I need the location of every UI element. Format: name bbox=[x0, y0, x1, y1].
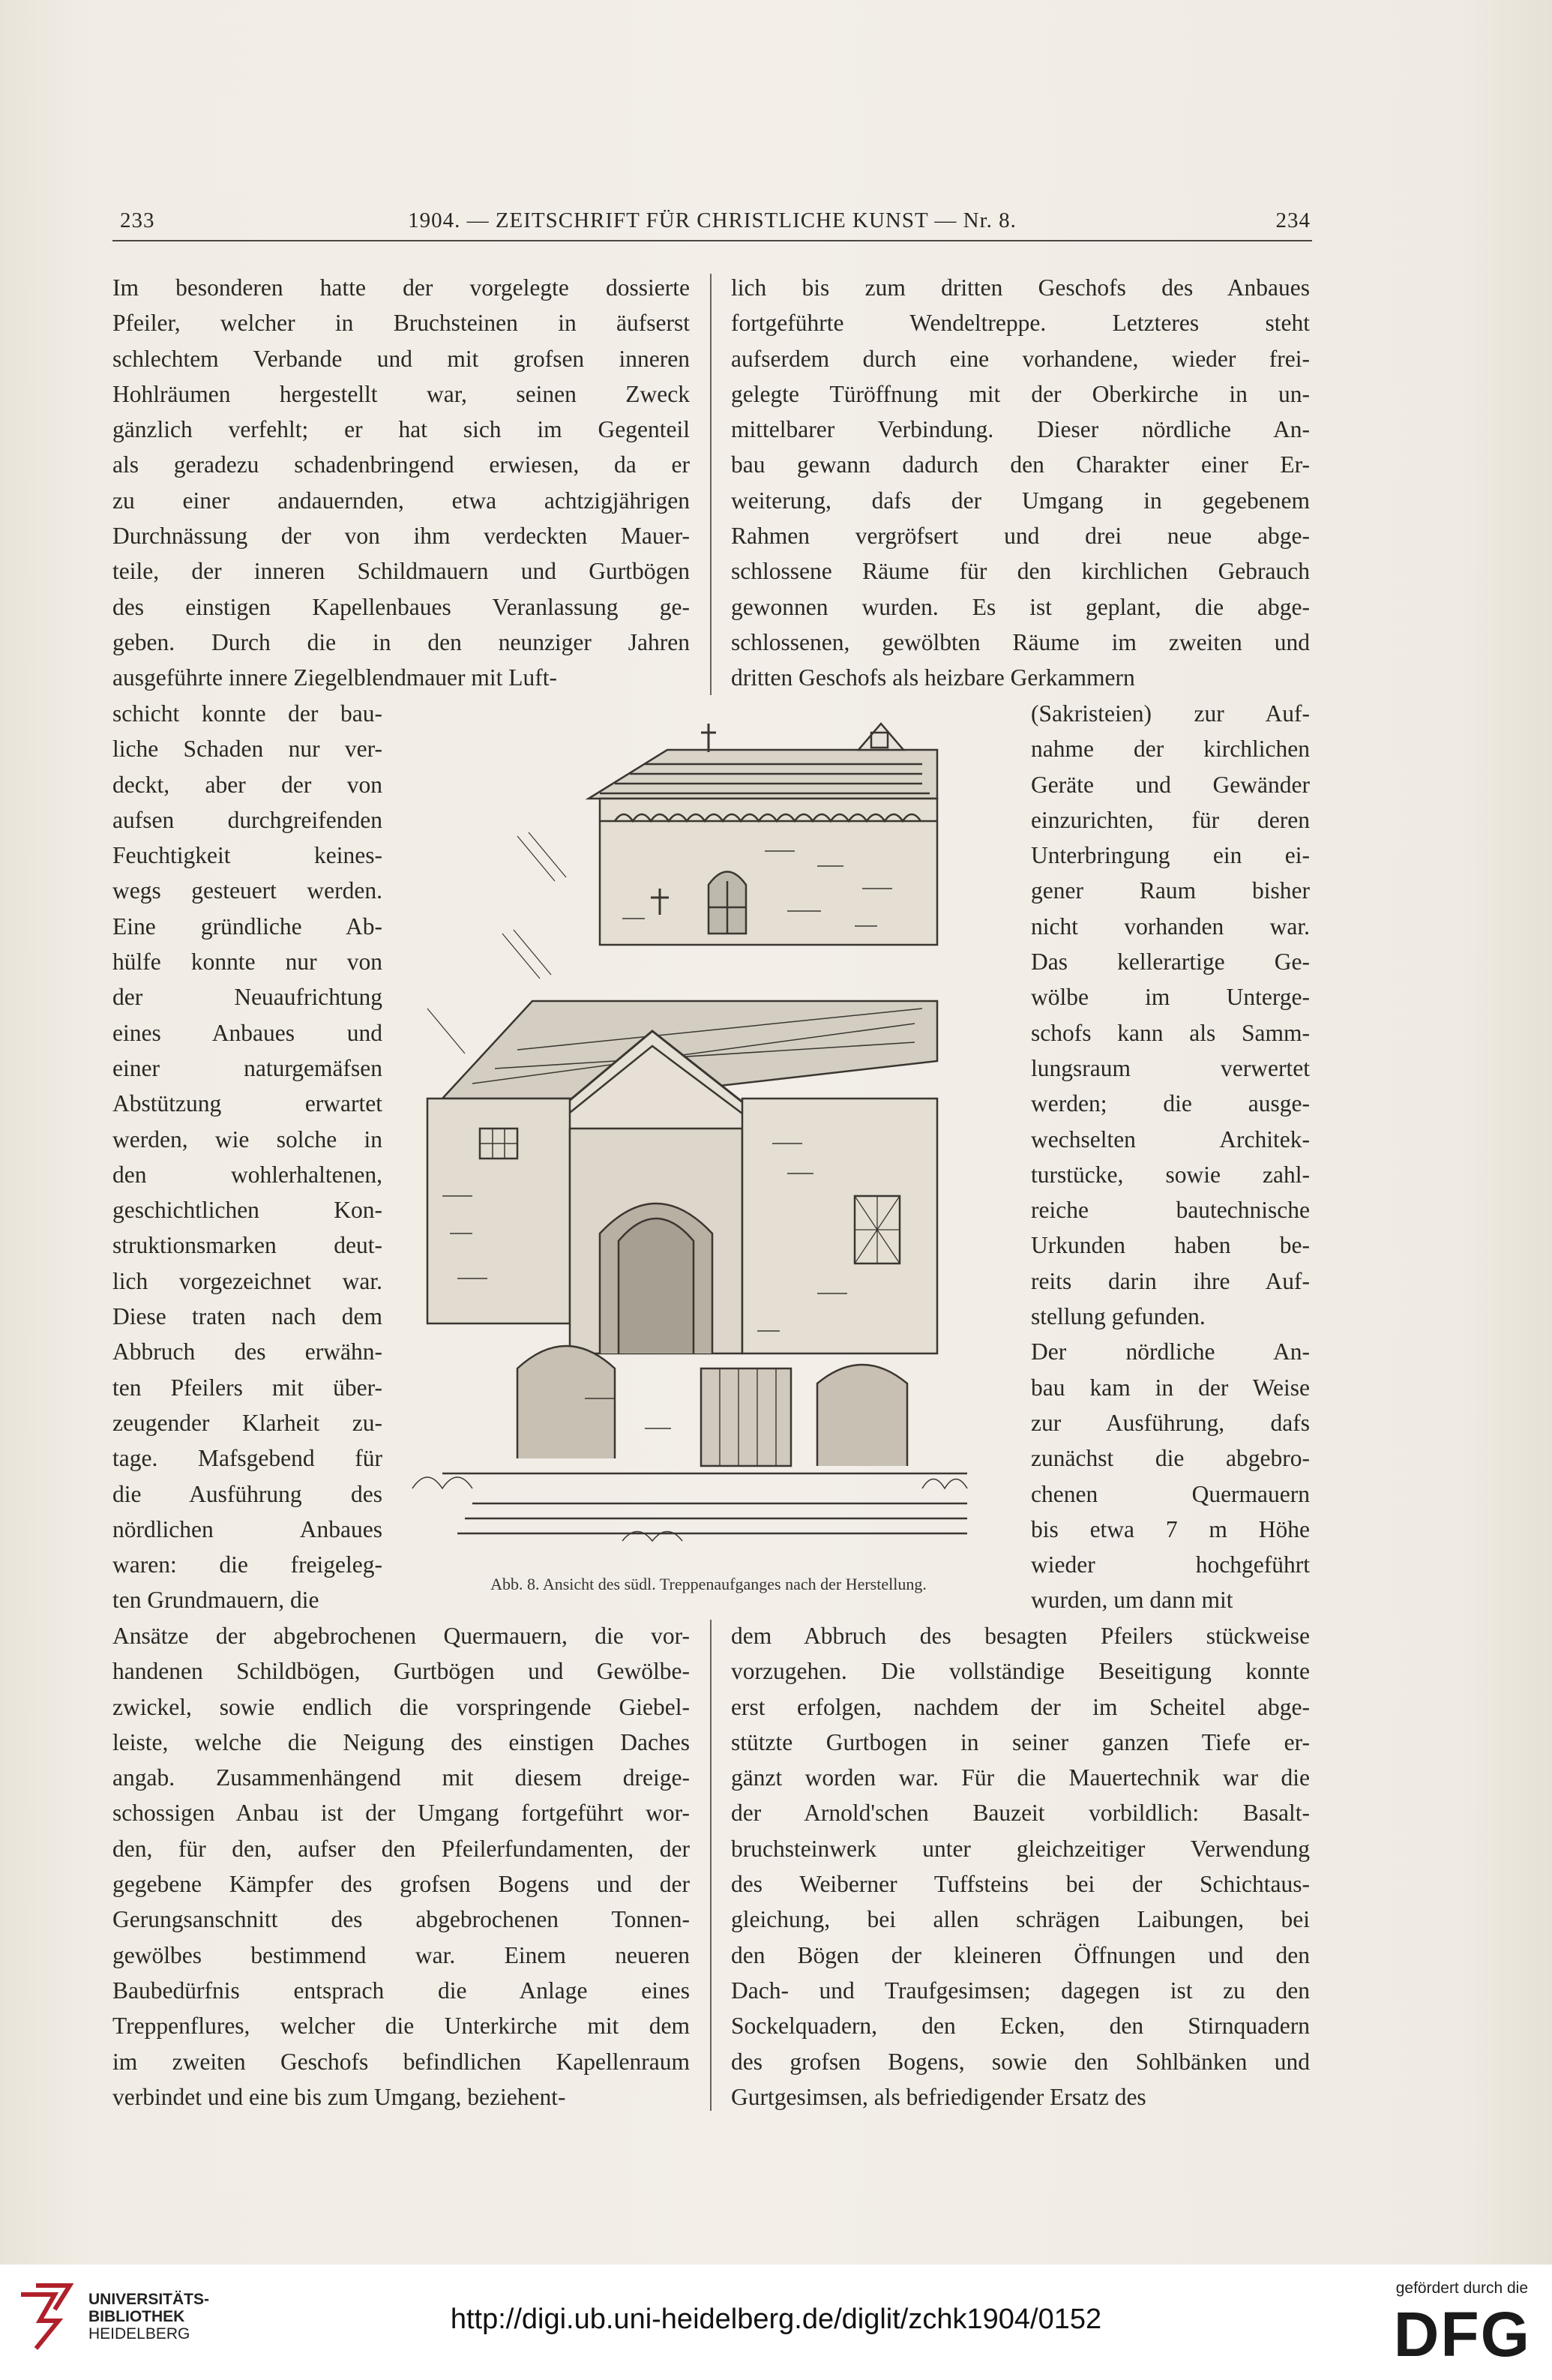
text-line: Diese traten nach dem bbox=[112, 1303, 382, 1330]
text-line: schlechtem Verbande und mit grofsen inneren bbox=[112, 345, 690, 372]
text-line: werden; die ausge- bbox=[1031, 1090, 1310, 1117]
text-line: Das kellerartige Ge- bbox=[1031, 949, 1310, 976]
page-number-right: 234 bbox=[1275, 208, 1311, 232]
text-line: gener Raum bisher bbox=[1031, 877, 1310, 904]
text-line: lich bis zum dritten Geschofs des Anbaues bbox=[731, 274, 1310, 301]
text-line: Dach- und Traufgesimsen; dagegen ist zu den bbox=[731, 1977, 1310, 2004]
right-column-narrow bbox=[1031, 696, 1310, 1618]
library-name-line2: BIBLIOTHEK bbox=[88, 2308, 185, 2325]
text-line: liche Schaden nur ver- bbox=[112, 736, 382, 763]
library-name-line3: HEIDELBERG bbox=[88, 2325, 190, 2343]
text-line: im zweiten Geschofs befindlichen Kapellenraum bbox=[112, 2048, 690, 2075]
text-line: Sockelquadern, den Ecken, den Stirnquadern bbox=[731, 2013, 1310, 2040]
text-line: den wohlerhaltenen, bbox=[112, 1161, 382, 1188]
text-line: den Bögen der kleineren Öffnungen und den bbox=[731, 1941, 1310, 1968]
text-line: Unterbringung ein ei- bbox=[1031, 842, 1310, 869]
text-line: zeugender Klarheit zu- bbox=[112, 1409, 382, 1436]
text-line: Der nördliche An- bbox=[1031, 1338, 1310, 1365]
journal-title: 1904. — ZEITSCHRIFT FÜR CHRISTLICHE KUNST — Nr. 8. bbox=[408, 208, 1017, 232]
text-line: weiterung, dafs der Umgang in gegebenem bbox=[731, 487, 1310, 514]
text-line: Abstützung erwartet bbox=[112, 1090, 382, 1117]
text-line: Urkunden haben be- bbox=[1031, 1232, 1310, 1259]
left-column-narrow bbox=[112, 696, 382, 1618]
text-line: tage. Mafsgebend für bbox=[112, 1445, 382, 1472]
source-url-link[interactable]: http://digi.ub.uni-heidelberg.de/diglit/zchk1904/0152 bbox=[450, 2304, 1102, 2335]
text-line: Durchnässung der von ihm verdeckten Mauer- bbox=[112, 523, 690, 550]
text-line: dritten Geschofs als heizbare Gerkammern bbox=[731, 664, 1135, 691]
text-line: ten Grundmauern, die bbox=[112, 1587, 319, 1614]
right-column-top bbox=[731, 270, 1310, 696]
running-header bbox=[112, 204, 1312, 241]
text-line: erst erfolgen, nachdem der im Scheitel abge- bbox=[731, 1693, 1310, 1720]
text-line: bau gewann dadurch den Charakter einer Er- bbox=[731, 451, 1310, 478]
text-line: schicht konnte der bau- bbox=[112, 700, 382, 727]
text-line: Abbruch des erwähn- bbox=[112, 1338, 382, 1365]
text-line: schlossene Räume für den kirchlichen Gebrauch bbox=[731, 558, 1310, 585]
text-line: Eine gründliche Ab- bbox=[112, 913, 382, 940]
text-line: Baubedürfnis entsprach die Anlage eines bbox=[112, 1977, 690, 2004]
text-line: lungsraum verwertet bbox=[1031, 1054, 1310, 1081]
text-line: schossigen Anbau ist der Umgang fortgeführt wor- bbox=[112, 1800, 690, 1827]
text-line: des einstigen Kapellenbaues Veranlassung ge- bbox=[112, 593, 690, 620]
text-line: turstücke, sowie zahl- bbox=[1031, 1161, 1310, 1188]
text-line: verbindet und eine bis zum Umgang, beziehent- bbox=[112, 2083, 566, 2110]
text-line: geschichtlichen Kon- bbox=[112, 1197, 382, 1224]
text-line: mittelbarer Verbindung. Dieser nördliche An- bbox=[731, 416, 1310, 443]
text-line: gewölbes bestimmend war. Einem neueren bbox=[112, 1941, 690, 1968]
text-line: einzurichten, für deren bbox=[1031, 806, 1310, 833]
text-line: wechselten Architek- bbox=[1031, 1126, 1310, 1153]
text-line: ausgeführte innere Ziegelblendmauer mit Luft- bbox=[112, 664, 558, 691]
text-line: des grofsen Bogens, sowie den Sohlbänken und bbox=[731, 2048, 1310, 2075]
text-line: vorzugehen. Die vollständige Beseitigung konnte bbox=[731, 1658, 1310, 1685]
text-line: leiste, welche die Neigung des einstigen Daches bbox=[112, 1728, 690, 1755]
text-line: angab. Zusammenhängend mit diesem dreige- bbox=[112, 1764, 690, 1791]
building-illustration bbox=[397, 709, 1012, 1571]
left-column-bottom bbox=[112, 1618, 690, 2115]
text-line: dem Abbruch des besagten Pfeilers stückweise bbox=[731, 1623, 1310, 1649]
text-line: teile, der inneren Schildmauern und Gurtbögen bbox=[112, 558, 690, 585]
text-line: Geräte und Gewänder bbox=[1031, 771, 1310, 798]
text-line: des Weiberner Tuffsteins bei der Schichtaus- bbox=[731, 1871, 1310, 1898]
text-line: ten Pfeilers mit über- bbox=[112, 1374, 382, 1401]
text-line: die Ausführung des bbox=[112, 1480, 382, 1507]
text-line: bis etwa 7 m Höhe bbox=[1031, 1515, 1310, 1542]
page-number-left: 233 bbox=[120, 208, 155, 232]
text-line: chenen Quermauern bbox=[1031, 1480, 1310, 1507]
figure-caption: Abb. 8. Ansicht des südl. Treppenaufganges nach der Herstellung. bbox=[490, 1575, 927, 1593]
text-line: der Arnold'schen Bauzeit vorbildlich: Basalt- bbox=[731, 1800, 1310, 1827]
text-line: geben. Durch die in den neunziger Jahren bbox=[112, 628, 690, 655]
text-line: stützte Gurtbogen in seiner ganzen Tiefe er- bbox=[731, 1728, 1310, 1755]
text-line: nördlichen Anbaues bbox=[112, 1515, 382, 1542]
text-line: nahme der kirchlichen bbox=[1031, 736, 1310, 763]
text-line: der Neuaufrichtung bbox=[112, 984, 382, 1011]
text-line: fortgeführte Wendeltreppe. Letzteres steht bbox=[731, 310, 1310, 337]
text-line: wieder hochgeführt bbox=[1031, 1551, 1310, 1578]
text-line: nicht vorhanden war. bbox=[1031, 913, 1310, 940]
dfg-logo: DFG bbox=[1393, 2299, 1531, 2370]
text-line: deckt, aber der von bbox=[112, 771, 382, 798]
text-line: zwickel, sowie endlich die vorspringende Giebel- bbox=[112, 1693, 690, 1720]
text-line: Rahmen vergröfsert und drei neue abge- bbox=[731, 523, 1310, 550]
text-line: gänzlich verfehlt; er hat sich im Gegenteil bbox=[112, 416, 690, 443]
text-line: waren: die freigeleg- bbox=[112, 1551, 382, 1578]
text-line: einer naturgemäfsen bbox=[112, 1054, 382, 1081]
text-line: zunächst die abgebro- bbox=[1031, 1445, 1310, 1472]
column-rule-bottom bbox=[710, 1620, 712, 2111]
column-rule-top bbox=[710, 274, 712, 695]
text-line: Treppenflures, welcher die Unterkirche mit dem bbox=[112, 2013, 690, 2040]
text-line: Hohlräumen hergestellt war, seinen Zweck bbox=[112, 380, 690, 407]
text-line: Gurtgesimsen, als befriedigender Ersatz des bbox=[731, 2083, 1146, 2110]
text-line: bau kam in der Weise bbox=[1031, 1374, 1310, 1401]
text-line: gänzt worden war. Für die Mauertechnik war die bbox=[731, 1764, 1310, 1791]
text-line: reiche bautechnische bbox=[1031, 1197, 1310, 1224]
library-name-line1: UNIVERSITÄTS- bbox=[88, 2291, 210, 2308]
text-line: gleichung, bei allen schrägen Laibungen, bei bbox=[731, 1906, 1310, 1933]
text-line: gegebene Kämpfer des grofsen Bogens und der bbox=[112, 1871, 690, 1898]
left-column-top bbox=[112, 270, 690, 696]
text-line: den, für den, aufser den Pfeilerfundamenten, der bbox=[112, 1835, 690, 1862]
text-line: wölbe im Unterge- bbox=[1031, 984, 1310, 1011]
text-line: als geradezu schadenbringend erwiesen, da er bbox=[112, 451, 690, 478]
text-line: (Sakristeien) zur Auf- bbox=[1031, 700, 1310, 727]
text-line: Gerungsanschnitt des abgebrochenen Tonnen- bbox=[112, 1906, 690, 1933]
text-line: gewonnen wurden. Es ist geplant, die abge- bbox=[731, 593, 1310, 620]
text-line: Im besonderen hatte der vorgelegte dossierte bbox=[112, 274, 690, 301]
text-line: zu einer andauernden, etwa achtzigjährigen bbox=[112, 487, 690, 514]
text-line: zur Ausführung, dafs bbox=[1031, 1409, 1310, 1436]
text-line: aufserdem durch eine vorhandene, wieder frei- bbox=[731, 345, 1310, 372]
text-line: handenen Schildbögen, Gurtbögen und Gewölbe- bbox=[112, 1658, 690, 1685]
text-line: Ansätze der abgebrochenen Quermauern, die vor- bbox=[112, 1623, 690, 1649]
text-line: reits darin ihre Auf- bbox=[1031, 1267, 1310, 1294]
text-line: stellung gefunden. bbox=[1031, 1303, 1206, 1330]
funding-note: gefördert durch die bbox=[1395, 2280, 1528, 2297]
text-line: bruchsteinwerk unter gleichzeitiger Verwendung bbox=[731, 1835, 1310, 1862]
text-line: wurden, um dann mit bbox=[1031, 1587, 1233, 1614]
text-line: schlossenen, gewölbten Räume im zweiten und bbox=[731, 628, 1310, 655]
text-line: Pfeiler, welcher in Bruchsteinen in äufserst bbox=[112, 310, 690, 337]
text-line: gelegte Türöffnung mit der Oberkirche in un- bbox=[731, 380, 1310, 407]
text-line: hülfe konnte nur von bbox=[112, 949, 382, 976]
text-line: struktionsmarken deut- bbox=[112, 1232, 382, 1259]
right-column-bottom bbox=[731, 1618, 1310, 2115]
text-line: werden, wie solche in bbox=[112, 1126, 382, 1153]
text-line: eines Anbaues und bbox=[112, 1019, 382, 1046]
text-line: schofs kann als Samm- bbox=[1031, 1019, 1310, 1046]
text-line: lich vorgezeichnet war. bbox=[112, 1267, 382, 1294]
text-line: aufsen durchgreifenden bbox=[112, 806, 382, 833]
text-line: wegs gesteuert werden. bbox=[112, 877, 382, 904]
text-line: Feuchtigkeit keines- bbox=[112, 842, 382, 869]
